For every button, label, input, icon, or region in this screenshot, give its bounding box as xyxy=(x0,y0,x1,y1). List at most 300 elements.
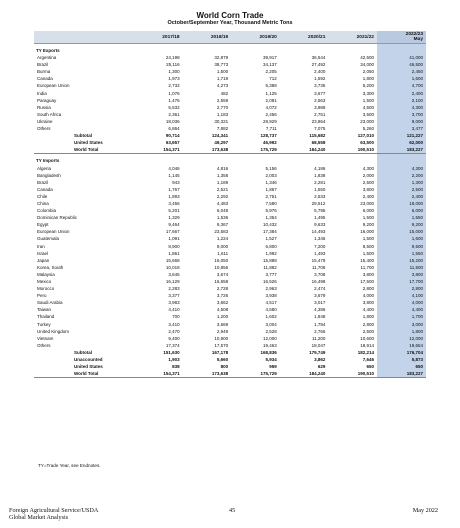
cell-value: 46,992 xyxy=(263,140,277,146)
cell-value: 115,682 xyxy=(309,133,326,139)
cell-value: 5,260 xyxy=(362,126,374,132)
cell-value: 9,500 xyxy=(377,243,426,250)
cell-value: 1,550 xyxy=(314,186,326,192)
cell-value: 2,963 xyxy=(265,286,277,292)
cell-value: 151,630 xyxy=(163,349,180,355)
cell-value: 3,726 xyxy=(216,293,229,299)
cell-value: 3,300 xyxy=(362,90,374,96)
cell-value: 4,273 xyxy=(216,83,229,89)
cell-value: 2,000 xyxy=(362,172,374,178)
cell-value: 1,476 xyxy=(168,97,180,103)
cell-value: 4,300 xyxy=(362,165,374,171)
cell-value: 3,677 xyxy=(314,90,326,96)
cell-value: 15,200 xyxy=(377,257,426,264)
cell-value: 10,018 xyxy=(165,264,180,270)
cell-value: 16,526 xyxy=(263,279,277,284)
cell-value: 7,646 xyxy=(362,357,374,363)
column-header-2020-21: 2020/21 xyxy=(280,31,329,44)
cell-value: 2,751 xyxy=(314,111,326,117)
cell-value: 2,500 xyxy=(377,186,426,193)
cell-value: 4,300 xyxy=(377,165,426,172)
cell-value: 4,386 xyxy=(314,307,326,313)
cell-value: 63,500 xyxy=(360,140,374,146)
cell-value: 9,400 xyxy=(168,335,180,341)
cell-value: 154,371 xyxy=(134,370,183,378)
cell-value: 2,521 xyxy=(216,186,229,192)
cell-value: 7,075 xyxy=(314,126,326,132)
column-header-2019-20: 2019/20 xyxy=(231,31,280,44)
cell-value: 1,493 xyxy=(314,250,326,256)
row-label: Canada xyxy=(37,186,53,192)
table-row xyxy=(34,165,426,172)
cell-value: 3,800 xyxy=(377,271,426,278)
cell-value: 10,900 xyxy=(214,335,229,341)
cell-value: 4,400 xyxy=(362,307,374,313)
table-row xyxy=(34,207,426,214)
cell-value: 2,361 xyxy=(168,111,180,117)
cell-value: 1,893 xyxy=(168,193,180,199)
table-row xyxy=(34,97,426,104)
cell-value: 1,091 xyxy=(168,236,180,242)
table-row xyxy=(34,172,426,179)
row-label: Saudi Arabia xyxy=(37,300,63,306)
cell-value: 49,297 xyxy=(214,140,229,146)
cell-value: 2,456 xyxy=(265,111,277,117)
cell-value: 2,470 xyxy=(168,328,180,334)
table-row xyxy=(34,111,426,118)
cell-value: 4,300 xyxy=(377,104,426,111)
table-header-row xyxy=(34,31,426,44)
table-row xyxy=(34,299,426,306)
table-row xyxy=(34,313,426,320)
cell-value: 2,400 xyxy=(362,193,374,199)
cell-value: 5,873 xyxy=(377,356,426,363)
cell-value: 1,189 xyxy=(216,179,229,185)
cell-value: 2,732 xyxy=(168,83,180,89)
cell-value: 63,657 xyxy=(165,140,180,146)
cell-value: 2,800 xyxy=(362,321,374,327)
footer-date: May 2022 xyxy=(412,507,438,514)
cell-value: 12,000 xyxy=(263,335,277,341)
cell-value: 62,000 xyxy=(377,139,426,146)
section-label: TY Imports xyxy=(36,158,60,164)
cell-value: 4,580 xyxy=(265,307,277,313)
row-label: Dominican Republic xyxy=(37,215,78,221)
cell-value: 2,949 xyxy=(216,328,229,334)
row-label: Burma xyxy=(37,69,51,75)
page-title: World Corn Trade xyxy=(196,11,264,20)
row-label: Thailand xyxy=(37,314,55,320)
cell-value: 5,934 xyxy=(265,357,277,363)
table-body xyxy=(34,44,426,378)
cell-value: 3,983 xyxy=(168,300,180,306)
cell-value: 11,708 xyxy=(311,264,326,270)
cell-value: 1,500 xyxy=(362,236,374,242)
table-row xyxy=(34,278,426,285)
cell-value: 11,500 xyxy=(377,264,426,271)
cell-value: 15,479 xyxy=(311,257,326,263)
cell-value: 4,400 xyxy=(377,306,426,313)
cell-value: 9,000 xyxy=(377,118,426,125)
cell-value: 2,400 xyxy=(377,193,426,200)
cell-value: 712 xyxy=(269,76,277,82)
cell-value: 1,300 xyxy=(168,69,180,75)
cell-value: 23,864 xyxy=(311,118,326,124)
cell-value: 25,116 xyxy=(166,62,180,68)
table-row xyxy=(34,321,426,328)
cell-value: 2,200 xyxy=(377,172,426,179)
row-label: Unaccounted xyxy=(74,357,103,363)
cell-value: 179,749 xyxy=(309,349,326,355)
cell-value: 1,903 xyxy=(168,357,180,363)
cell-value: 1,600 xyxy=(377,235,426,242)
cell-value: 16,498 xyxy=(311,279,326,284)
page-subtitle: October/September Year, Thousand Metric Tons xyxy=(167,20,293,26)
cell-value: 176,704 xyxy=(377,349,426,356)
cell-value: 1,861 xyxy=(168,250,180,256)
cell-value: 1,200 xyxy=(216,314,229,320)
table-row xyxy=(34,271,426,278)
world-total-row xyxy=(34,146,426,154)
cell-value: 6,000 xyxy=(377,207,426,214)
row-label: Guatemala xyxy=(37,236,60,242)
cell-value: 1,600 xyxy=(377,75,426,82)
cell-value: 1,592 xyxy=(314,76,326,82)
table-row xyxy=(34,82,426,89)
cell-value: 18,914 xyxy=(360,342,374,348)
cell-value: 1,500 xyxy=(216,69,229,75)
world-total-row xyxy=(34,370,426,378)
unaccounted-row xyxy=(34,356,426,363)
cell-value: 17,700 xyxy=(377,278,426,285)
cell-value: 30,321 xyxy=(214,118,229,124)
cell-value: 2,400 xyxy=(377,90,426,97)
cell-value: 2,770 xyxy=(216,104,229,110)
cell-value: 190,510 xyxy=(328,370,377,378)
cell-value: 3,669 xyxy=(216,321,229,327)
cell-value: 2,800 xyxy=(362,286,374,292)
cell-value: 6,048 xyxy=(216,208,229,214)
cell-value: 10,600 xyxy=(360,335,374,341)
cell-value: 121,227 xyxy=(377,132,426,139)
row-label: Peru xyxy=(37,293,47,299)
cell-value: 2,205 xyxy=(265,69,277,75)
cell-value: 154,371 xyxy=(134,146,183,154)
cell-value: 15,400 xyxy=(360,257,374,263)
table-row xyxy=(34,104,426,111)
cell-value: 8,900 xyxy=(168,243,180,249)
cell-value: 3,777 xyxy=(265,271,277,277)
table-row xyxy=(34,200,426,207)
cell-value: 2,751 xyxy=(265,193,277,199)
row-label: India xyxy=(37,90,47,96)
cell-value: 3,938 xyxy=(265,293,277,299)
row-label: World Total xyxy=(34,146,134,154)
cell-value: 1,500 xyxy=(362,97,374,103)
cell-value: 15,888 xyxy=(263,257,277,263)
cell-value: 34,000 xyxy=(360,62,374,68)
row-label: Korea, South xyxy=(37,264,64,270)
row-label: Others xyxy=(37,126,51,132)
cell-value: 650 xyxy=(366,364,374,370)
cell-value: 18,047 xyxy=(311,342,326,348)
cell-value: 838 xyxy=(172,364,180,370)
cell-value: 7,882 xyxy=(216,126,229,132)
cell-value: 3,735 xyxy=(314,83,326,89)
cell-value: 17,500 xyxy=(360,279,374,284)
row-label: Chile xyxy=(37,193,48,199)
column-header-month: May xyxy=(413,37,423,42)
table-row xyxy=(34,243,426,250)
table-row xyxy=(34,328,426,335)
cell-value: 128,737 xyxy=(260,133,277,139)
cell-value: 41,000 xyxy=(377,54,426,61)
cell-value: 4,483 xyxy=(216,200,229,206)
cell-value: 1,183 xyxy=(216,111,229,117)
footer-source xyxy=(9,507,98,521)
cell-value: 1,992 xyxy=(265,250,277,256)
cell-value: 17,384 xyxy=(263,229,277,235)
table-row xyxy=(34,285,426,292)
cell-value: 1,076 xyxy=(168,90,180,96)
cell-value: 3,989 xyxy=(314,104,326,110)
row-label: Taiwan xyxy=(37,307,52,313)
cell-value: 15,668 xyxy=(165,257,180,263)
row-label: Algeria xyxy=(37,165,52,171)
cell-value: 3,500 xyxy=(362,111,374,117)
cell-value: 3,477 xyxy=(377,125,426,132)
row-label: Morocco xyxy=(37,286,55,292)
cell-value: 2,003 xyxy=(265,172,277,178)
cell-value: 175,729 xyxy=(231,146,280,154)
cell-value: 9,464 xyxy=(168,222,180,228)
cell-value: 10,856 xyxy=(214,264,229,270)
cell-value: 5,388 xyxy=(265,83,277,89)
table-row xyxy=(34,250,426,257)
column-header-2017-18: 2017/18 xyxy=(134,31,183,44)
cell-value: 9,367 xyxy=(216,222,229,228)
cell-value: 4,508 xyxy=(216,307,229,313)
cell-value: 5,795 xyxy=(314,208,326,214)
cell-value: 68,558 xyxy=(311,140,326,146)
table-row xyxy=(34,235,426,242)
page-number: 45 xyxy=(229,507,236,514)
subtotal-row xyxy=(34,349,426,356)
table-row xyxy=(34,61,426,68)
cell-value: 2,766 xyxy=(314,328,326,334)
cell-value: 7,711 xyxy=(265,126,277,132)
cell-value: 4,046 xyxy=(168,165,180,171)
cell-value: 3,674 xyxy=(216,271,229,277)
row-label: United States xyxy=(74,140,103,146)
row-label: Subtotal xyxy=(74,349,92,355)
cell-value: 2,563 xyxy=(314,97,326,103)
row-label: Ukraine xyxy=(37,118,53,124)
cell-value: 1,611 xyxy=(217,250,229,256)
column-header-2021-22: 2021/22 xyxy=(328,31,377,44)
table-row xyxy=(34,214,426,221)
cell-value: 36,544 xyxy=(311,55,326,61)
cell-value: 16,129 xyxy=(165,279,180,284)
cell-value: 9,633 xyxy=(314,222,326,228)
cell-value: 1,800 xyxy=(362,314,374,320)
table-row xyxy=(34,68,426,75)
row-label: China xyxy=(37,200,49,206)
table-row xyxy=(34,257,426,264)
cell-value: 184,240 xyxy=(280,146,329,154)
cell-value: 16,050 xyxy=(214,257,229,263)
cell-value: 4,072 xyxy=(265,104,277,110)
row-label: Subtotal xyxy=(74,133,92,139)
cell-value: 46,500 xyxy=(377,61,426,68)
cell-value: 127,010 xyxy=(357,133,374,139)
cell-value: 3,377 xyxy=(168,293,180,299)
table-row xyxy=(34,75,426,82)
cell-value: 124,341 xyxy=(211,133,229,139)
cell-value: 24,198 xyxy=(165,55,180,61)
cell-value: 10,432 xyxy=(263,222,277,228)
cell-value: 1,838 xyxy=(314,172,326,178)
cell-value: 14,493 xyxy=(311,229,326,235)
cell-value: 3,700 xyxy=(377,111,426,118)
section-header-imports xyxy=(34,157,426,164)
row-label: Japan xyxy=(37,257,50,263)
cell-value: 4,517 xyxy=(265,300,277,306)
cell-value: 5,660 xyxy=(216,357,229,363)
cell-value: 1,536 xyxy=(216,215,229,221)
row-label: United States xyxy=(74,364,103,370)
table-row xyxy=(34,54,426,61)
cell-value: 2,500 xyxy=(362,328,374,334)
cell-value: 1,550 xyxy=(377,214,426,221)
cell-value: 1,800 xyxy=(377,328,426,335)
cell-value: 1,300 xyxy=(377,179,426,186)
cell-value: 1,358 xyxy=(216,172,229,178)
cell-value: 629 xyxy=(317,364,326,370)
cell-value: 482 xyxy=(220,90,229,96)
cell-value: 943 xyxy=(172,179,180,185)
cell-value: 11,200 xyxy=(311,335,326,341)
cell-value: 2,533 xyxy=(314,193,326,199)
row-label: Bangladesh xyxy=(37,172,61,178)
cell-value: 29,512 xyxy=(311,200,326,206)
cell-value: 6,800 xyxy=(265,243,277,249)
cell-value: 3,410 xyxy=(168,321,180,327)
row-label: Others xyxy=(37,342,51,348)
cell-value: 23,583 xyxy=(214,229,229,235)
cell-value: 4,186 xyxy=(314,165,326,171)
table-row xyxy=(34,179,426,186)
cell-value: 184,240 xyxy=(280,370,329,378)
cell-value: 8,500 xyxy=(362,243,374,249)
cell-value: 4,816 xyxy=(216,165,229,171)
cell-value: 1,346 xyxy=(265,179,277,185)
cell-value: 3,679 xyxy=(314,293,326,299)
cell-value: 3,004 xyxy=(265,321,277,327)
cell-value: 34,137 xyxy=(263,62,277,68)
cell-value: 1,354 xyxy=(265,215,277,221)
cell-value: 1,867 xyxy=(265,186,277,192)
cell-value: 167,178 xyxy=(211,349,229,355)
row-label: Argentina xyxy=(37,55,57,61)
row-label: Canada xyxy=(37,76,53,82)
us-row xyxy=(34,363,426,370)
cell-value: 19,463 xyxy=(263,342,277,348)
cell-value: 650 xyxy=(377,363,426,370)
cell-value: 2,474 xyxy=(314,286,326,292)
cell-value: 7,580 xyxy=(265,200,277,206)
table-row xyxy=(34,342,426,349)
cell-value: 11,700 xyxy=(360,264,374,270)
us-row xyxy=(34,139,426,146)
table-note: TY=Trade Year, see Endnotes. xyxy=(38,463,101,468)
cell-value: 959 xyxy=(269,364,277,370)
row-label: Malaysia xyxy=(37,271,55,277)
cell-value: 3,662 xyxy=(216,300,229,306)
cell-value: 3,645 xyxy=(168,271,180,277)
column-header-2018-19: 2018/19 xyxy=(183,31,232,44)
cell-value: 3,000 xyxy=(377,321,426,328)
cell-value: 5,200 xyxy=(362,83,374,89)
cell-value: 11,882 xyxy=(263,264,277,270)
cell-value: 1,602 xyxy=(265,314,277,320)
table-row xyxy=(34,292,426,299)
cell-value: 1,527 xyxy=(265,236,277,242)
cell-value: 4,410 xyxy=(168,307,180,313)
cell-value: 32,879 xyxy=(214,55,229,61)
cell-value: 23,000 xyxy=(360,118,374,124)
subtotal-row xyxy=(34,132,426,139)
cell-value: 2,050 xyxy=(362,69,374,75)
cell-value: 18,036 xyxy=(165,118,180,124)
table-row xyxy=(34,90,426,97)
cell-value: 18,000 xyxy=(377,200,426,207)
cell-value: 23,000 xyxy=(360,200,374,206)
cell-value: 2,528 xyxy=(265,328,277,334)
cell-value: 15,000 xyxy=(377,228,426,235)
row-label: Turkey xyxy=(37,321,51,327)
cell-value: 1,329 xyxy=(168,215,180,221)
cell-value: 38,773 xyxy=(214,62,229,68)
table-row xyxy=(34,228,426,235)
cell-value: 2,283 xyxy=(168,286,180,292)
cell-value: 190,510 xyxy=(328,146,377,154)
cell-value: 1,145 xyxy=(168,172,180,178)
cell-value: 19,654 xyxy=(377,342,426,349)
cell-value: 9,200 xyxy=(377,221,426,228)
cell-value: 173,638 xyxy=(183,370,232,378)
cell-value: 183,227 xyxy=(377,146,426,154)
cell-value: 6,000 xyxy=(362,208,374,214)
cell-value: 1,767 xyxy=(168,186,180,192)
row-label: European Union xyxy=(37,83,70,89)
table-row xyxy=(34,264,426,271)
cell-value: 5,976 xyxy=(265,208,277,214)
column-header-name xyxy=(34,31,134,44)
cell-value: 183,227 xyxy=(377,370,426,378)
cell-value: 700 xyxy=(172,314,180,320)
cell-value: 17,374 xyxy=(165,342,180,348)
cell-value: 175,729 xyxy=(231,370,280,378)
cell-value: 4,000 xyxy=(362,293,374,299)
cell-value: 1,224 xyxy=(216,236,229,242)
row-label: South Africa xyxy=(37,111,62,117)
footer-agency: Foreign Agricultural Service/USDA xyxy=(9,507,99,514)
cell-value: 12,000 xyxy=(377,335,426,342)
cell-value: 28,929 xyxy=(263,118,277,124)
row-label: Brazil xyxy=(37,62,49,68)
cell-value: 3,708 xyxy=(314,271,326,277)
